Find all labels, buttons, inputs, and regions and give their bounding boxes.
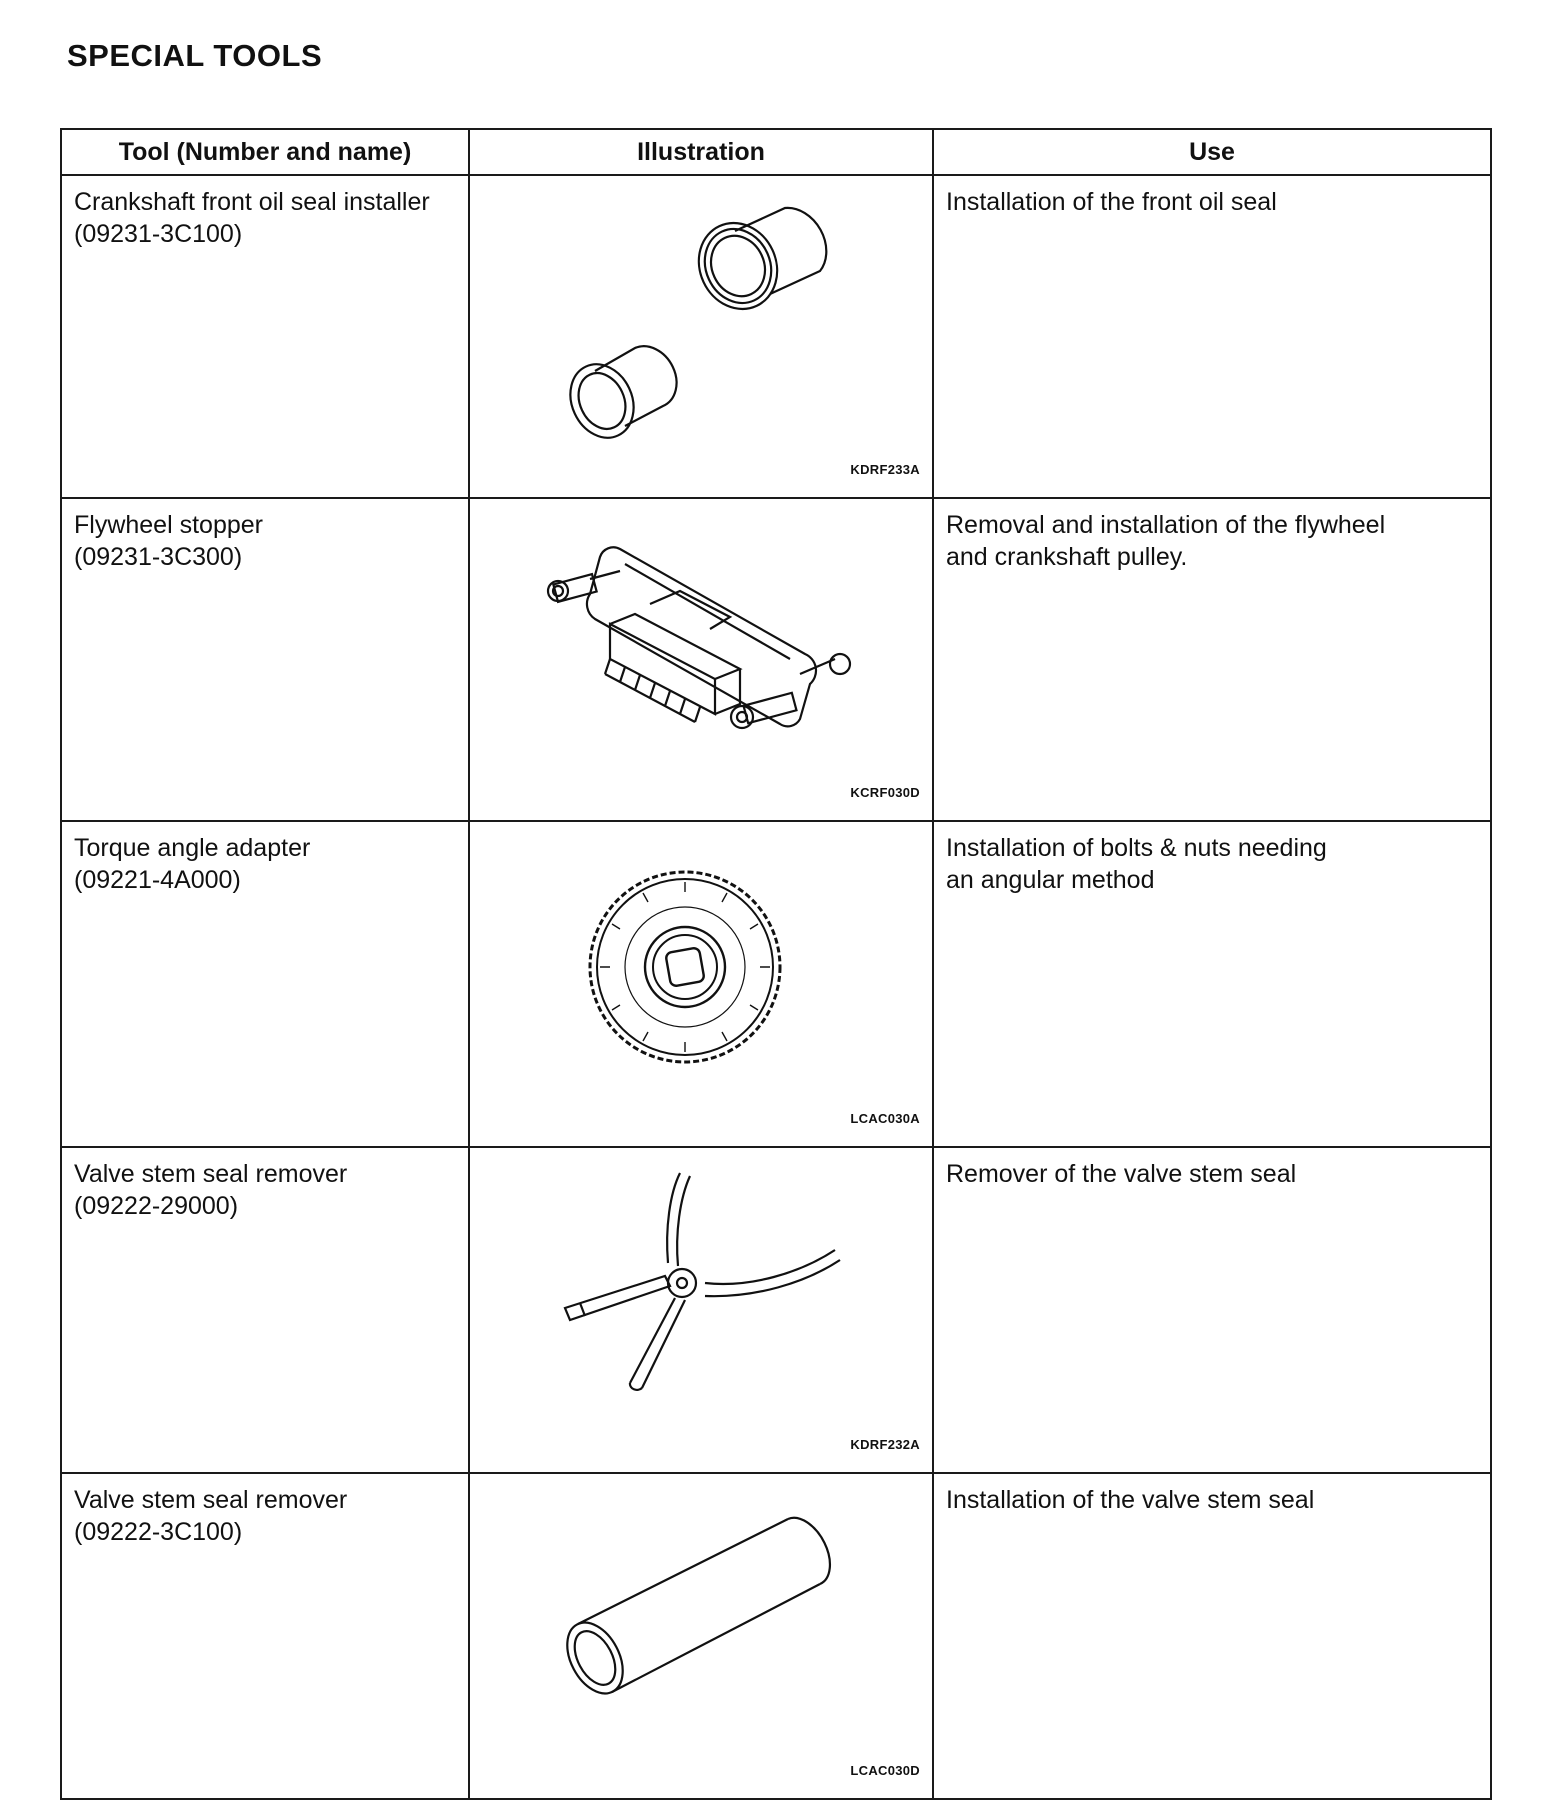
tool-number: (09221-4A000) [74, 866, 241, 894]
special-tools-table [60, 128, 1492, 1800]
tool-name: Crankshaft front oil seal installer [74, 188, 430, 216]
tool-cell [61, 1147, 469, 1473]
use-text: Installation of the front oil seal [946, 188, 1277, 216]
header-tool: Tool (Number and name) [61, 129, 469, 175]
use-cell [933, 498, 1491, 821]
illustration-cell [469, 498, 933, 821]
use-cell [933, 821, 1491, 1147]
use-cell [933, 175, 1491, 498]
figure-code: KCRF030D [850, 785, 920, 800]
use-text: Removal and installation of the flywheel and crankshaft pulley. [946, 511, 1386, 571]
use-text: Installation of the valve stem seal [946, 1486, 1315, 1514]
illustration-cell [469, 821, 933, 1147]
torque-angle-adapter-icon [470, 822, 934, 1136]
valve-stem-seal-remover-pliers-icon [470, 1148, 934, 1462]
header-use: Use [933, 129, 1491, 175]
figure-code: KDRF232A [850, 1437, 920, 1452]
tool-name: Valve stem seal remover [74, 1486, 348, 1514]
tool-cell [61, 821, 469, 1147]
figure-code: KDRF233A [850, 462, 920, 477]
use-cell [933, 1147, 1491, 1473]
table-row [61, 1473, 1491, 1799]
table-row [61, 821, 1491, 1147]
illustration-cell [469, 1473, 933, 1799]
table-row [61, 498, 1491, 821]
tool-number: (09222-3C100) [74, 1518, 243, 1546]
tool-name: Torque angle adapter [74, 834, 311, 862]
use-text: Installation of bolts & nuts needing an angular method [946, 834, 1327, 894]
table-row [61, 1147, 1491, 1473]
tool-name: Flywheel stopper [74, 511, 263, 539]
illustration-cell [469, 175, 933, 498]
valve-stem-seal-installer-tube-icon [470, 1474, 934, 1788]
tool-number: (09231-3C300) [74, 543, 243, 571]
table-row [61, 175, 1491, 498]
tool-number: (09222-29000) [74, 1192, 239, 1220]
illustration-cell [469, 1147, 933, 1473]
tool-cell [61, 1473, 469, 1799]
use-cell [933, 1473, 1491, 1799]
tool-name: Valve stem seal remover [74, 1160, 348, 1188]
table-header-row [61, 129, 1491, 175]
tool-cell [61, 175, 469, 498]
page-title: SPECIAL TOOLS [67, 38, 323, 73]
oil-seal-installer-icon [470, 176, 934, 487]
tool-number: (09231-3C100) [74, 220, 243, 248]
flywheel-stopper-icon [470, 499, 934, 810]
header-illustration: Illustration [469, 129, 933, 175]
tool-cell [61, 498, 469, 821]
figure-code: LCAC030A [850, 1111, 920, 1126]
use-text: Remover of the valve stem seal [946, 1160, 1297, 1188]
figure-code: LCAC030D [850, 1763, 920, 1778]
